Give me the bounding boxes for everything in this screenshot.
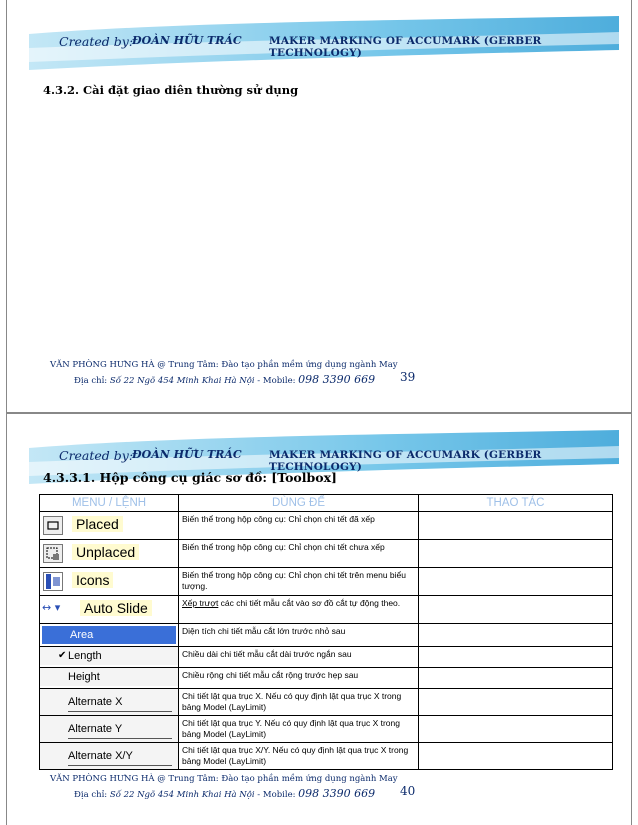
footer-address-value: Số 22 Ngõ 454 Minh Khai Hà Nội	[109, 790, 255, 800]
usage-cell: Chiều dài chi tiết mẫu cắt dài trước ngắn sau	[179, 647, 419, 668]
usage-highlight: Xếp trượt	[182, 598, 219, 608]
table-row	[40, 596, 613, 624]
footer-office: VĂN PHÒNG HƯNG HÀ @ Trung Tâm: Đào tạo phần mềm ứng dụng ngành May	[50, 360, 398, 370]
section-title: 4.3.2. Cài đặt giao diên thường sử dụng	[43, 83, 299, 97]
dropdown-option-alternate-x[interactable]: Alternate X	[68, 693, 172, 712]
footer-address-label: Địa chỉ:	[74, 376, 108, 386]
footer-phone: 098 3390 669	[298, 787, 376, 800]
toolbox-table	[39, 494, 613, 770]
page-number: 40	[400, 784, 416, 798]
header-author: ĐOÀN HỮU TRÁC	[132, 448, 242, 461]
dropdown-option-length[interactable]	[40, 647, 178, 665]
table-row	[40, 512, 613, 540]
action-cell	[419, 624, 613, 647]
column-header-action: THAO TÁC	[419, 495, 613, 512]
action-cell	[419, 689, 613, 716]
header-created-by: Created by:	[59, 34, 134, 49]
menu-cell	[40, 668, 179, 689]
unplaced-icon[interactable]	[43, 544, 63, 563]
footer-phone: 098 3390 669	[298, 373, 376, 386]
action-cell	[419, 743, 613, 770]
action-cell	[419, 647, 613, 668]
section-title: 4.3.3.1. Hộp công cụ giác sơ đồ: [Toolbox]	[43, 470, 337, 485]
table-row	[40, 568, 613, 596]
table-header-row	[40, 495, 613, 512]
action-cell	[419, 568, 613, 596]
header-title: MAKER MARKING OF ACCUMARK (GERBER TECHNOLOGY)	[269, 449, 542, 473]
usage-cell: Diện tích chi tiết mẫu cắt lớn trước nhỏ sau	[179, 624, 419, 647]
dropdown-option-height[interactable]: Height	[40, 668, 178, 686]
footer-address-value: Số 22 Ngõ 454 Minh Khai Hà Nội	[109, 376, 255, 386]
menu-cell	[40, 689, 179, 716]
usage-cell: Chi tiết lật qua trục Y. Nếu có quy định lật qua trục X trong bảng Model (LayLimit)	[179, 716, 419, 743]
table-row	[40, 540, 613, 568]
menu-label-unplaced[interactable]: Unplaced	[72, 544, 139, 560]
usage-cell	[179, 596, 419, 624]
menu-cell	[40, 716, 179, 743]
footer-address-label: Địa chỉ:	[74, 790, 108, 800]
action-cell	[419, 716, 613, 743]
usage-cell: Chi tiết lật qua trục X. Nếu có quy định lật qua trục X trong bảng Model (LayLimit)	[179, 689, 419, 716]
placed-icon[interactable]	[43, 516, 63, 535]
menu-cell	[40, 512, 179, 540]
footer-mobile-label: - Mobile:	[257, 376, 296, 386]
usage-cell: Biến thể trong hộp công cụ: Chỉ chọn chi tết trên menu biểu tượng.	[179, 568, 419, 596]
menu-cell	[40, 743, 179, 770]
table-row	[40, 668, 613, 689]
footer-office: VĂN PHÒNG HƯNG HÀ @ Trung Tâm: Đào tạo phần mềm ứng dụng ngành May	[50, 774, 398, 784]
document-page-39	[6, 0, 632, 413]
auto-slide-icon[interactable]: ↔ ▾	[42, 601, 61, 614]
menu-cell	[40, 540, 179, 568]
dropdown-option-alternate-xy[interactable]: Alternate X/Y	[68, 747, 172, 766]
column-header-usage: DÙNG ĐỂ	[179, 495, 419, 512]
footer-address	[74, 373, 375, 386]
dropdown-option-alternate-y[interactable]: Alternate Y	[68, 720, 172, 739]
action-cell	[419, 540, 613, 568]
table-row	[40, 624, 613, 647]
usage-cell: Biến thể trong hộp công cụ: Chỉ chọn chi tết chưa xếp	[179, 540, 419, 568]
page-number: 39	[400, 370, 416, 384]
header-title: MAKER MARKING OF ACCUMARK (GERBER TECHNOLOGY)	[269, 35, 542, 59]
menu-cell	[40, 624, 179, 647]
table-row	[40, 647, 613, 668]
dropdown-option-area[interactable]: Area	[42, 626, 176, 644]
footer-address	[74, 787, 375, 800]
check-icon: ✔	[58, 650, 67, 661]
table-row	[40, 743, 613, 770]
document-page-40	[6, 413, 632, 825]
menu-cell	[40, 647, 179, 668]
menu-label-icons[interactable]: Icons	[72, 572, 113, 588]
footer-mobile-label: - Mobile:	[257, 790, 296, 800]
menu-label-placed[interactable]: Placed	[72, 516, 123, 532]
usage-cell: Chi tiết lật qua trục X/Y. Nếu có quy định lật qua trục X trong bảng Model (LayLimit)	[179, 743, 419, 770]
dropdown-option-label: Length	[68, 650, 102, 662]
menu-cell	[40, 596, 179, 624]
action-cell	[419, 668, 613, 689]
menu-cell	[40, 568, 179, 596]
header-created-by: Created by:	[59, 448, 134, 463]
header-author: ĐOÀN HỮU TRÁC	[132, 34, 242, 47]
table-row	[40, 689, 613, 716]
action-cell	[419, 596, 613, 624]
action-cell	[419, 512, 613, 540]
usage-cell: Biến thể trong hộp công cụ: Chỉ chọn chi tết đã xếp	[179, 512, 419, 540]
menu-label-auto-slide[interactable]: Auto Slide	[80, 600, 152, 616]
table-row	[40, 716, 613, 743]
usage-cell: Chiều rộng chi tiết mẫu cắt rộng trước hẹp sau	[179, 668, 419, 689]
icons-icon[interactable]	[43, 572, 63, 591]
usage-text: các chi tiết mẫu cắt vào sơ đồ cắt tự động theo.	[218, 598, 401, 608]
column-header-menu: MENU / LỆNH	[40, 495, 179, 512]
